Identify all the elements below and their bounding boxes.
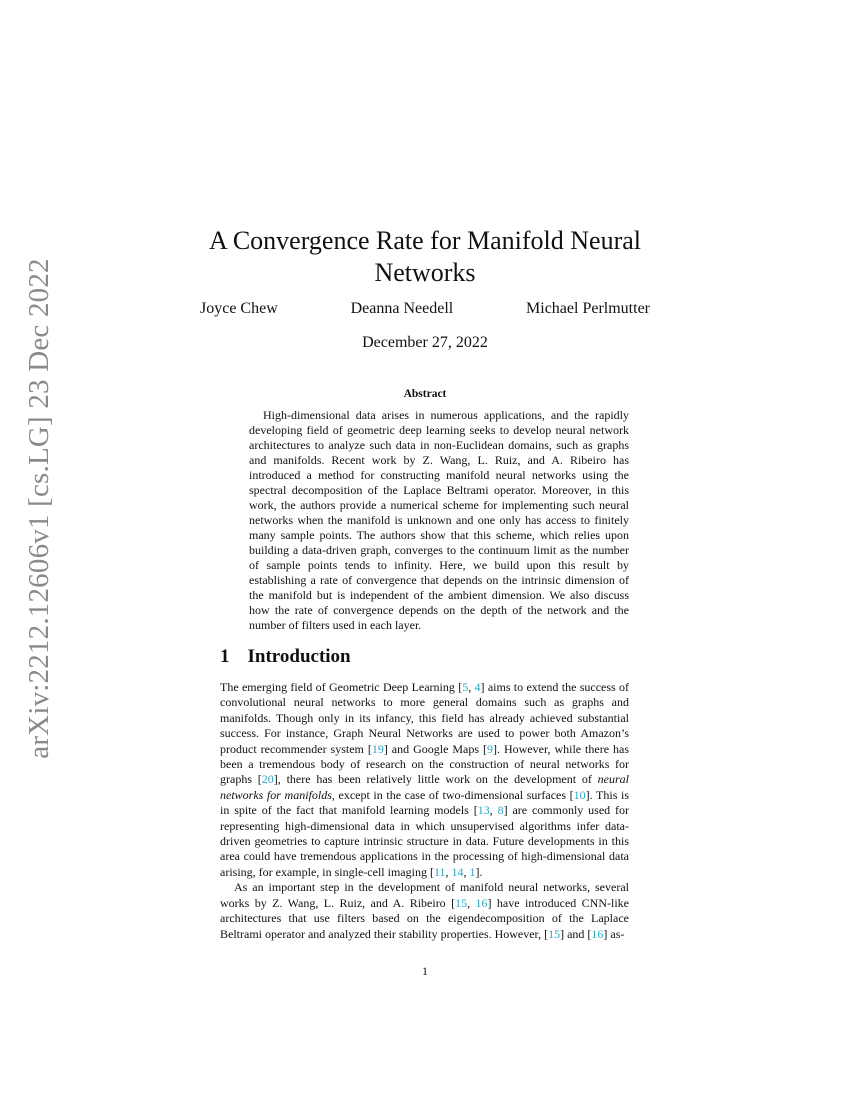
text-run: ,: [463, 864, 470, 879]
text-run: ], there has been relatively little work on the development of: [273, 772, 598, 787]
author-name: Joyce Chew: [200, 300, 278, 317]
citation-link[interactable]: 20: [261, 772, 274, 787]
text-run: ]. This is in spite of the fact that manifold learning models [: [220, 787, 630, 818]
arxiv-identifier-text: arXiv:2212.12606v1 [cs.LG] 23 Dec 2022: [22, 257, 55, 759]
emphasis-text: neural networks for manifolds,: [220, 772, 629, 802]
citation-link[interactable]: 13: [477, 803, 490, 818]
text-run: ,: [468, 680, 475, 694]
text-run: ]. However, while there has been a tremendous body of research on the construction of neural networks for graphs [: [220, 741, 630, 787]
intro-paragraph-1: [220, 680, 629, 880]
paper-date: December 27, 2022: [362, 334, 488, 351]
author-list: [200, 300, 650, 318]
section-number: 1: [220, 646, 230, 667]
paper-title: A Convergence Rate for Manifold Neural Networks: [209, 226, 641, 287]
text-run: ].: [475, 864, 483, 879]
text-run: except in the case of two-dimensional surfaces [: [334, 787, 574, 802]
text-run: ,: [467, 895, 476, 910]
text-run: ] have introduced CNN-like architectures that use filters based on the eigendecomposition of the Laplace Beltrami operator and analyzed their stability properties. However, [: [220, 895, 630, 941]
abstract-heading: Abstract: [403, 388, 447, 400]
abstract-body: High-dimensional data arises in numerous applications, and the rapidly developing field of geometric deep learning seeks to develop neural network architectures to analyze such data in non-Euclidean domains, such as graphs and manifolds. Recent work by Z. Wang, L. Ruiz, and A. Ribeiro has introduced a method for constructing manifold neural networks using the spectral decomposition of the Laplace Beltrami operator. Moreover, in this work, the authors provide a numerical scheme for implementing such neural networks when the manifold is unknown and one only has access to finitely many sample points. The authors show that this scheme, which relies upon building a data-driven graph, converges to the continuum limit as the number of sample points tends to infinity. Here, we build upon this result by establishing a rate of convergence that depends on the intrinsic dimension of the manifold but is independent of the ambient dimension. We also discuss how the rate of convergence depends on the depth of the network and the number of filters used in each layer.: [249, 408, 629, 632]
text-run: The emerging field of Geometric Deep Learning [: [220, 680, 463, 694]
text-run: ] aims to extend the success of convolutional neural networks to more general domains such as graphs and manifolds. Though only in its infancy, this field has already achieved substantial success. For instance, Graph Neural Networks are used to power both Amazon’s product recommender system [: [220, 680, 630, 756]
text-run: ,: [489, 803, 498, 818]
text-run: ,: [445, 864, 452, 879]
citation-link[interactable]: 9: [487, 741, 494, 756]
text-run: ] as-: [603, 926, 625, 941]
page-number: 1: [422, 964, 428, 978]
citation-link[interactable]: 1: [469, 864, 476, 879]
citation-link[interactable]: 16: [475, 895, 488, 910]
citation-link[interactable]: 19: [371, 741, 384, 756]
author-name: Michael Perlmutter: [526, 300, 650, 317]
section-heading: [220, 646, 351, 668]
introduction-body: [220, 680, 629, 942]
author-name: Deanna Needell: [350, 300, 454, 317]
citation-link[interactable]: 16: [591, 926, 604, 941]
citation-link[interactable]: 8: [497, 803, 504, 818]
text-run: ] and [: [560, 926, 592, 941]
text-run: As an important step in the development of manifold neural networks, several works by Z. Wang, L. Ruiz, and A. Ribeiro [: [220, 880, 629, 910]
intro-paragraph-2: [220, 880, 629, 942]
citation-link[interactable]: 5: [462, 680, 469, 694]
citation-link[interactable]: 15: [455, 895, 468, 910]
citation-link[interactable]: 11: [433, 864, 446, 879]
citation-link[interactable]: 14: [451, 864, 464, 879]
text-run: ] are commonly used for representing high-dimensional data in which unsupervised algorithms infer data-driven geometries to capture intrinsic structure in data. Future developments in this area could have tremendous applications in the processing of high-dimensional data arising, for example, in single-cell imaging [: [220, 803, 630, 879]
citation-link[interactable]: 4: [474, 680, 481, 694]
text-run: ] and Google Maps [: [383, 741, 488, 756]
citation-link[interactable]: 10: [573, 787, 586, 802]
citation-link[interactable]: 15: [548, 926, 561, 941]
section-title: Introduction: [247, 646, 351, 667]
